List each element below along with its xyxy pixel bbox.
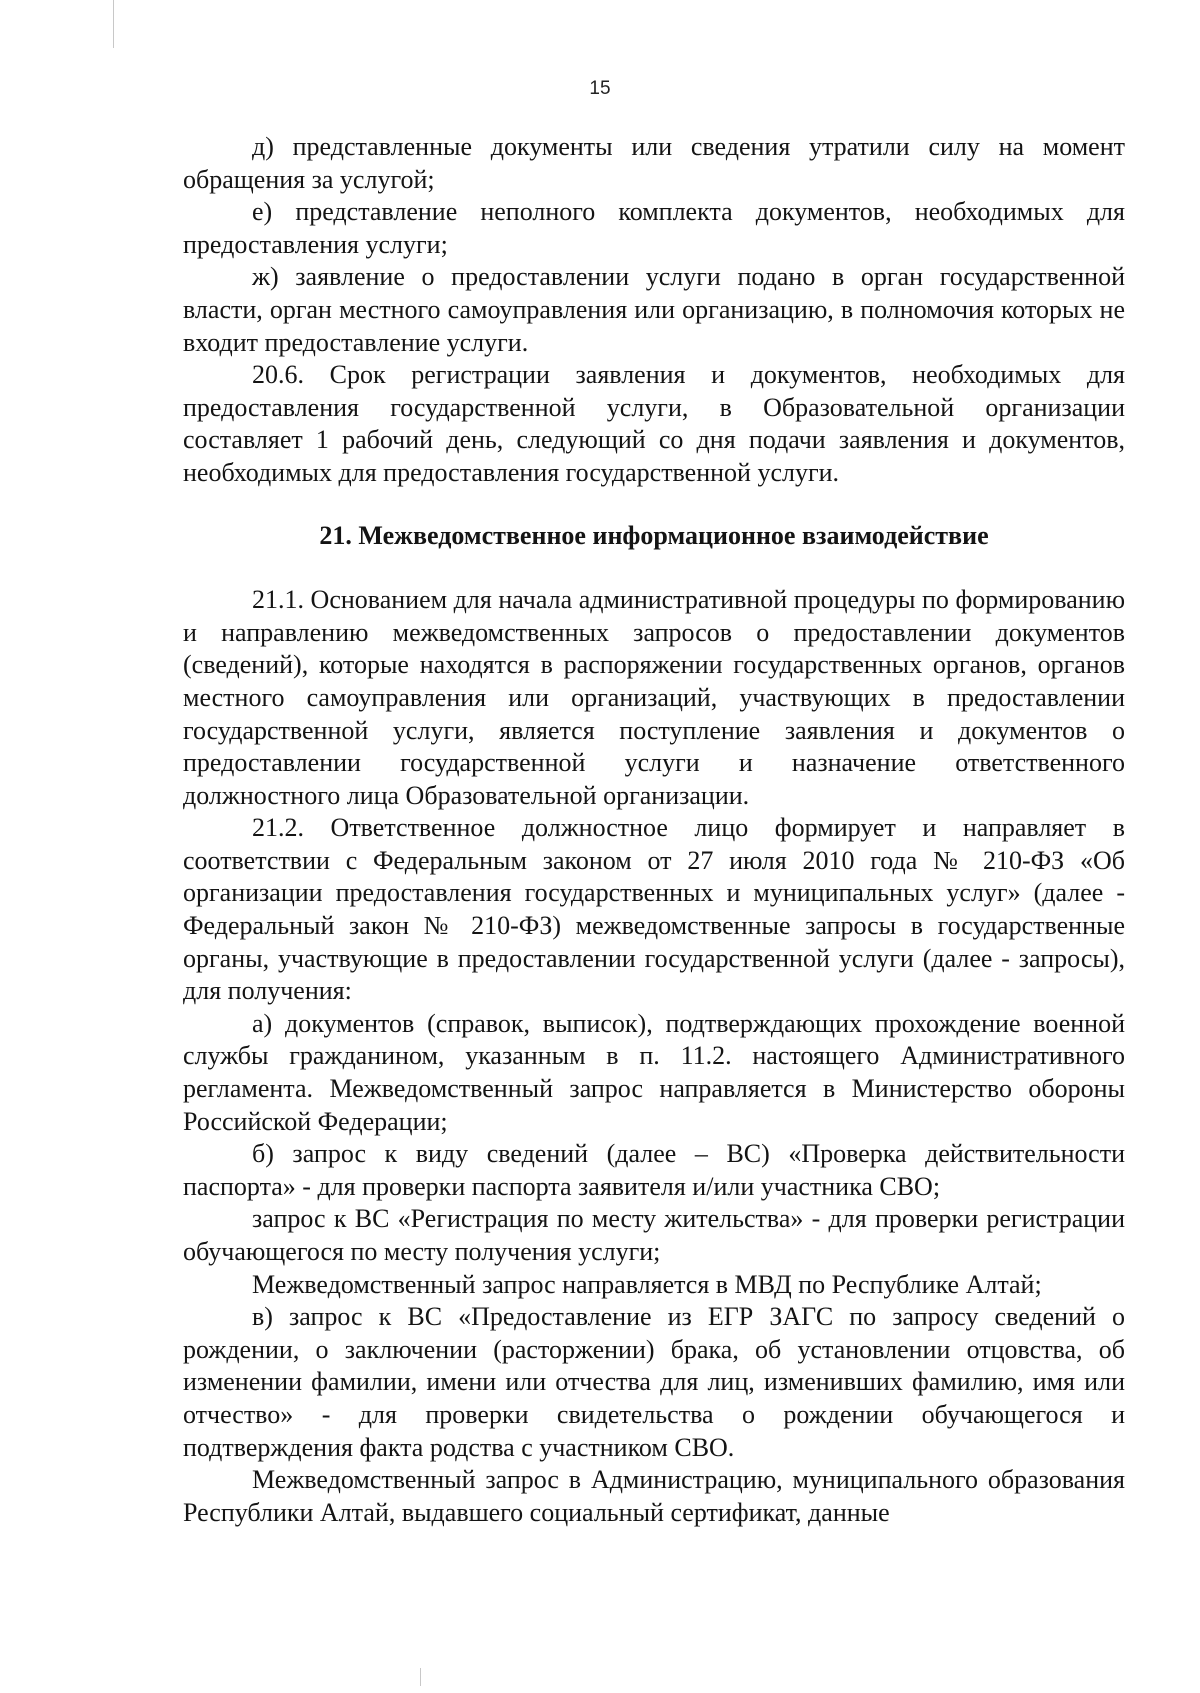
paragraph-registration: запрос к ВС «Регистрация по месту жительства» - для проверки регистрации обучающегося по месту получения услуги; xyxy=(183,1204,1125,1266)
page-number: 15 xyxy=(589,78,611,99)
document-body xyxy=(183,131,1125,1529)
paragraph-e: е) представление неполного комплекта документов, необходимых для предоставления услуги; xyxy=(183,197,1125,259)
paragraph-20-6: 20.6. Срок регистрации заявления и документов, необходимых для предоставления государственной услуги, в Образовательной организации составляет 1 рабочий день, следующий со дня подачи заявления и документов, необходимых для предоставления государственной услуги. xyxy=(183,360,1125,487)
paragraph-b: б) запрос к виду сведений (далее – ВС) «Проверка действительности паспорта» - для проверки паспорта заявителя и/или участника СВО; xyxy=(183,1139,1125,1201)
paragraph-administration: Межведомственный запрос в Администрацию, муниципального образования Республики Алтай, выдавшего социальный сертификат, данные xyxy=(183,1465,1125,1527)
paragraph-v: в) запрос к ВС «Предоставление из ЕГР ЗАГС по запросу сведений о рождении, о заключении (расторжении) брака, об установлении отцовства, об изменении фамилии, имени или отчества для лиц, изменивших фамилию, имя или отчество» - для проверки свидетельства о рождении обучающегося и подтверждения факта родства с участником СВО. xyxy=(183,1302,1125,1462)
paragraph-mvd: Межведомственный запрос направляется в МВД по Республике Алтай; xyxy=(252,1269,1042,1299)
paragraph-21-1: 21.1. Основанием для начала административной процедуры по формированию и направлению межведомственных запросов о предоставлении документов (сведений), которые находятся в распоряжении государственных органов, органов местного самоуправления или организаций, участвующих в предоставлении государственной услуги, является поступление заявления и документов о предоставлении государственной услуги и назначение ответственного должностного лица Образовательной организации. xyxy=(183,585,1125,810)
paragraph-zh: ж) заявление о предоставлении услуги подано в орган государственной власти, орган местного самоуправления или организацию, в полномочия которых не входит предоставление услуги. xyxy=(183,262,1125,357)
scan-artifact-bottom xyxy=(420,1668,421,1686)
paragraph-d: д) представленные документы или сведения утратили силу на момент обращения за услугой; xyxy=(183,132,1125,194)
paragraph-21-2: 21.2. Ответственное должностное лицо формирует и направляет в соответствии с Федеральным законом от 27 июля 2010 года № 210-ФЗ «Об организации предоставления государственных и муниципальных услуг» (далее - Федеральный закон № 210-ФЗ) межведомственные запросы в государственные органы, участвующие в предоставлении государственной услуги (далее - запросы), для получения: xyxy=(183,813,1125,1006)
paragraph-a: а) документов (справок, выписок), подтверждающих прохождение военной службы гражданином, указанным в п. 11.2. настоящего Административного регламента. Межведомственный запрос направляется в Министерство обороны Российской Федерации; xyxy=(183,1008,1125,1136)
section-heading: 21. Межведомственное информационное взаимодействие xyxy=(319,520,989,550)
scan-artifact-left xyxy=(113,0,114,48)
